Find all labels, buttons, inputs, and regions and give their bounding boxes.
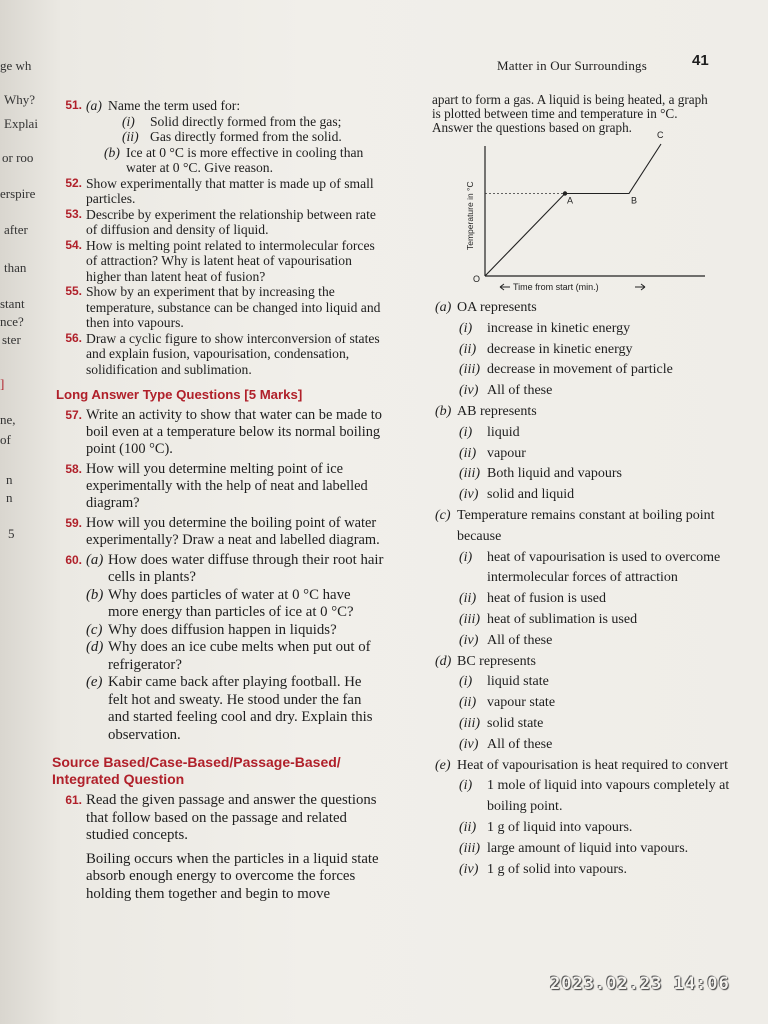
margin-fragment: Explai <box>4 116 38 131</box>
margin-fragment: ge wh <box>0 58 32 73</box>
q51-part-a-i <box>122 114 384 130</box>
option-label: (iii) <box>459 840 480 856</box>
q60-part-a <box>86 552 384 587</box>
part-text: Kabir came back after playing football. He felt hot and sweaty. He stood under the fan and started feeling cool and dry. Explain this observation. <box>108 674 373 743</box>
mcq-qb <box>435 402 755 506</box>
mcq-option <box>459 381 755 402</box>
option-text: Both liquid and vapours <box>487 466 622 482</box>
question-53 <box>52 207 384 238</box>
option-label: (iv) <box>459 736 479 752</box>
margin-fragment: of <box>0 432 11 447</box>
margin-fragment: ne, <box>0 412 16 427</box>
point-label: O <box>473 274 481 284</box>
margin-fragment: ster <box>2 332 21 347</box>
part-text: Name the term used for: <box>108 98 241 113</box>
option-text: vapour state <box>487 695 556 711</box>
mcq-stem <box>435 402 755 423</box>
question-text: How is melting point related to intermolecular forces of attraction? Why is latent heat of vapourisation higher than latent heat of fusion? <box>86 237 375 284</box>
option-label: (iii) <box>459 715 480 731</box>
option-label: (i) <box>459 424 473 440</box>
mcq-label: (a) <box>435 300 452 315</box>
mcq-option <box>459 444 755 465</box>
mcq-label: (b) <box>435 403 452 419</box>
page-number: 41 <box>692 52 709 69</box>
option-text: liquid state <box>487 674 549 690</box>
question-60 <box>52 552 384 745</box>
mcq-option <box>459 839 755 860</box>
option-label: (i) <box>122 113 135 129</box>
mcq-text: Temperature remains constant at boiling point because <box>457 507 715 544</box>
mcq-stem <box>435 298 755 319</box>
option-text: All of these <box>487 736 553 752</box>
question-58 <box>52 461 384 512</box>
option-label: (iii) <box>459 611 480 627</box>
option-text: liquid <box>487 424 520 440</box>
mcq-qd <box>435 652 755 756</box>
passage-text: Boiling occurs when the particles in a liquid state absorb enough energy to overcome the forces holding them together and begin to move <box>86 850 379 902</box>
option-text: Gas directly formed from the solid. <box>150 129 342 144</box>
mcq-label: (e) <box>435 757 451 773</box>
mcq-option <box>459 548 755 590</box>
mcq-option <box>459 735 755 756</box>
option-text: heat of sublimation is used <box>487 611 638 627</box>
mcq-option <box>459 589 755 610</box>
option-text: increase in kinetic energy <box>487 320 631 336</box>
part-text: How does water diffuse through their root hair cells in plants? <box>108 551 384 585</box>
right-column-questions <box>435 298 755 880</box>
margin-fragment: Why? <box>4 92 36 107</box>
running-header: Matter in Our Surroundings <box>497 58 647 73</box>
section-heading-long-answer: Long Answer Type Questions [5 Marks] <box>56 387 303 402</box>
option-text: 1 g of liquid into vapours. <box>487 819 633 835</box>
option-label: (i) <box>459 320 473 336</box>
option-text: heat of fusion is used <box>487 591 606 607</box>
option-label: (iv) <box>459 383 479 399</box>
part-label: (c) <box>86 621 103 638</box>
mcq-stem <box>435 506 755 548</box>
option-text: 1 g of solid into vapours. <box>487 861 627 877</box>
question-text: How will you determine the boiling point of water experimentally? Draw a neat and labelled diagram. <box>86 514 380 548</box>
question-number: 61. <box>65 793 82 807</box>
option-label: (iii) <box>459 466 480 482</box>
option-text: decrease in kinetic energy <box>487 341 633 357</box>
point-label: A <box>567 195 574 206</box>
part-label: (b) <box>104 144 120 160</box>
option-text: solid and liquid <box>487 487 575 503</box>
margin-fragment: after <box>4 222 28 237</box>
mcq-option <box>459 818 755 839</box>
q60-part-e <box>86 674 384 744</box>
option-label: (ii) <box>459 819 477 835</box>
mcq-option <box>459 423 755 444</box>
margin-fragment: 5 <box>8 526 15 541</box>
option-text: large amount of liquid into vapours. <box>487 840 689 856</box>
mcq-option <box>459 693 755 714</box>
mcq-option <box>459 485 755 506</box>
option-text: heat of vapourisation is used to overcome intermolecular forces of attraction <box>487 549 721 586</box>
q60-part-d <box>86 639 384 674</box>
part-text: Why does an ice cube melts when put out of refrigerator? <box>108 639 371 673</box>
question-number: 53. <box>65 206 82 221</box>
question-text: Read the given passage and answer the questions that follow based on the passage and related studied concepts. <box>86 792 377 843</box>
mcq-option <box>459 610 755 631</box>
question-52 <box>52 176 384 207</box>
mcq-option <box>459 319 755 340</box>
question-text: Draw a cyclic figure to show interconversion of states and explain fusion, vapourisation, condensation, solidification and sublimation. <box>86 330 380 377</box>
mcq-qa <box>435 298 755 402</box>
temperature-time-graph <box>455 130 715 296</box>
margin-fragment: stant <box>0 296 25 311</box>
previous-page-edge <box>0 40 55 560</box>
mcq-option <box>459 714 755 735</box>
x-axis-label: Time from start (min.) <box>513 282 599 292</box>
option-text: Solid directly formed from the gas; <box>150 113 342 129</box>
series-line <box>485 144 661 276</box>
question-55 <box>52 284 384 331</box>
margin-fragment: erspire <box>0 186 36 201</box>
option-label: (ii) <box>459 591 477 607</box>
option-label: (iv) <box>459 487 479 503</box>
margin-fragment: than <box>4 260 27 275</box>
part-text: Ice at 0 °C is more effective in cooling than water at 0 °C. Give reason. <box>126 144 364 175</box>
point-label: B <box>631 195 638 206</box>
mcq-label: (c) <box>435 507 451 523</box>
option-label: (iv) <box>459 632 479 648</box>
option-label: (iv) <box>459 861 479 877</box>
question-number: 59. <box>65 515 82 530</box>
mcq-option <box>459 340 755 361</box>
photo-timestamp: 2023.02.23 14:06 <box>550 974 730 994</box>
mcq-option <box>459 464 755 485</box>
part-label: (b) <box>86 586 104 603</box>
option-label: (iii) <box>459 362 480 378</box>
mcq-text: OA represents <box>457 300 537 315</box>
question-number: 52. <box>65 175 82 190</box>
option-text: All of these <box>487 632 553 648</box>
question-51 <box>52 98 384 176</box>
q51-part-a <box>86 98 384 114</box>
question-number: 51. <box>65 98 82 112</box>
margin-fragment: n <box>6 472 13 487</box>
part-text: Why does diffusion happen in liquids? <box>108 621 337 638</box>
point-label: C <box>657 130 664 140</box>
mcq-text: BC represents <box>457 653 536 669</box>
q60-part-c <box>86 622 384 640</box>
part-label: (a) <box>86 98 102 113</box>
mcq-option <box>459 672 755 693</box>
mcq-option <box>459 776 755 818</box>
option-text: decrease in movement of particle <box>487 362 673 378</box>
question-59 <box>52 515 384 549</box>
margin-fragment: ] <box>0 376 5 391</box>
option-text: 1 mole of liquid into vapours completely at boiling point. <box>487 778 730 815</box>
left-column <box>52 98 384 903</box>
option-label: (ii) <box>459 695 477 711</box>
mcq-text: AB represents <box>457 403 537 419</box>
question-57 <box>52 407 384 458</box>
arrow-right-icon <box>635 284 645 290</box>
part-label: (d) <box>86 639 104 655</box>
option-text: vapour <box>487 445 526 461</box>
margin-fragment: or roo <box>2 150 34 165</box>
question-54 <box>52 238 384 285</box>
part-label: (a) <box>86 551 104 568</box>
option-label: (ii) <box>122 129 139 144</box>
option-label: (i) <box>459 778 473 794</box>
question-number: 57. <box>65 407 82 422</box>
q51-part-a-ii <box>122 129 384 145</box>
arrow-left-icon <box>500 284 510 290</box>
mcq-option <box>459 860 755 881</box>
question-text: Describe by experiment the relationship between rate of diffusion and density of liquid. <box>86 206 376 237</box>
mcq-qe <box>435 756 755 881</box>
margin-fragment: n <box>6 490 13 505</box>
mcq-option <box>459 360 755 381</box>
mcq-option <box>459 631 755 652</box>
question-number: 58. <box>65 461 82 476</box>
mcq-stem <box>435 652 755 673</box>
question-number: 54. <box>65 237 82 252</box>
q60-part-b <box>86 587 384 622</box>
passage-continuation: apart to form a gas. A liquid is being heated, a graph is plotted between time and temperature in °C. Answer the questions based on graph. <box>432 92 708 135</box>
question-text: How will you determine melting point of ice experimentally with the help of neat and labelled diagram? <box>86 460 368 511</box>
mcq-label: (d) <box>435 653 452 669</box>
question-text: Write an activity to show that water can be made to boil even at a temperature below its normal boiling point (100 °C). <box>86 406 382 457</box>
part-text: Why does particles of water at 0 °C have more energy than particles of ice at 0 °C? <box>108 586 354 620</box>
question-text: Show experimentally that matter is made up of small particles. <box>86 175 374 206</box>
option-label: (ii) <box>459 445 477 461</box>
question-61 <box>52 792 384 903</box>
option-label: (ii) <box>459 341 477 357</box>
y-axis-label: Temperature in °C <box>465 181 475 250</box>
q51-part-b <box>104 145 384 176</box>
section-heading-source-based: Source Based/Case-Based/Passage-Based/ Integrated Question <box>52 754 341 787</box>
question-text: Show by an experiment that by increasing the temperature, substance can be changed into liquid and then into vapours. <box>86 284 381 330</box>
option-label: (i) <box>459 674 473 690</box>
margin-fragment: nce? <box>0 314 24 329</box>
mcq-text: Heat of vapourisation is heat required to convert <box>457 757 728 773</box>
part-label: (e) <box>86 674 103 690</box>
question-number: 55. <box>65 284 82 298</box>
question-number: 60. <box>65 552 82 567</box>
question-number: 56. <box>65 330 82 345</box>
question-56 <box>52 331 384 378</box>
option-text: solid state <box>487 715 544 731</box>
option-text: All of these <box>487 383 553 399</box>
mcq-stem <box>435 756 755 777</box>
option-label: (i) <box>459 549 473 565</box>
mcq-qc <box>435 506 755 652</box>
